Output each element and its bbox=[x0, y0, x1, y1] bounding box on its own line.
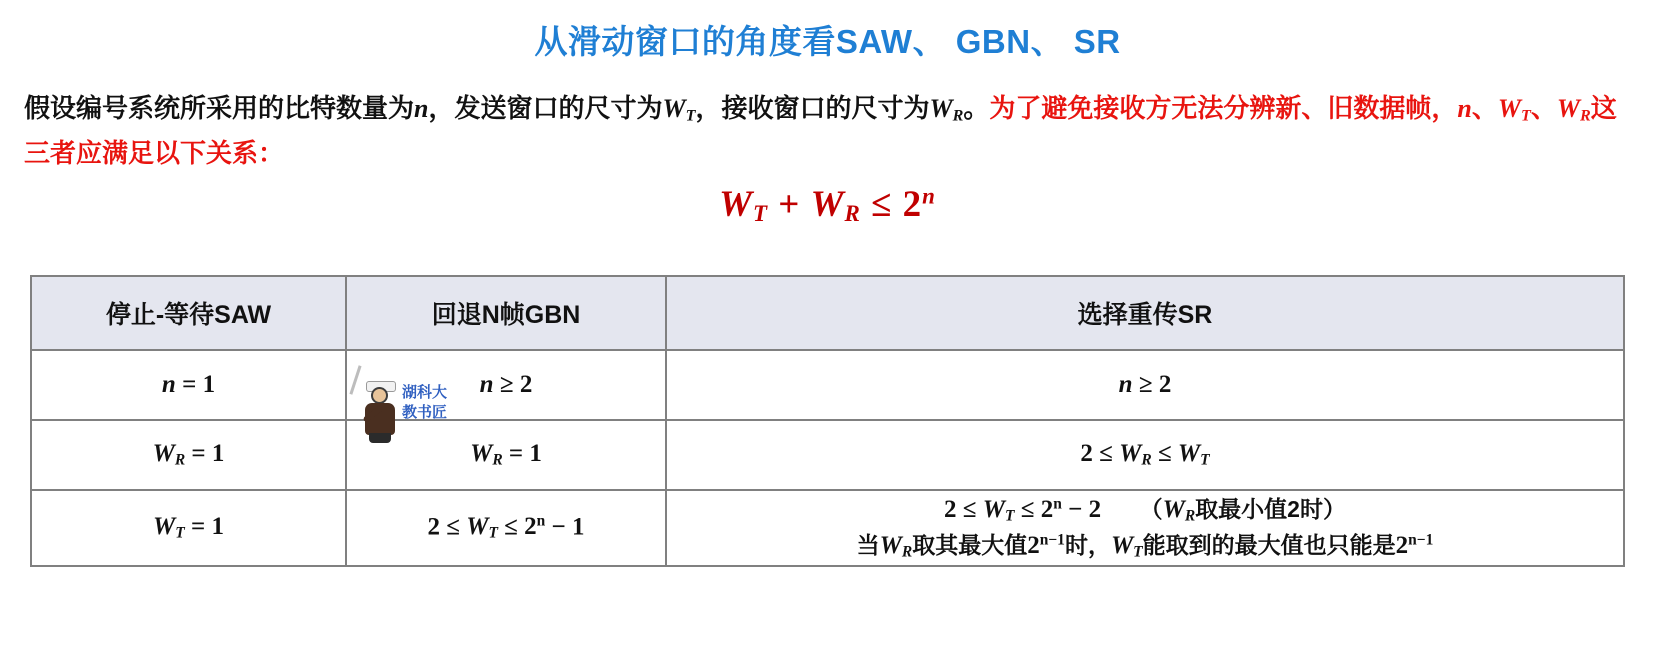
mascot-legs bbox=[369, 433, 391, 443]
expr-2-le-wt-le-2n-1: $2 \le W_T \le 2^n - 1$ bbox=[427, 512, 585, 542]
mascot-head bbox=[371, 387, 388, 404]
watermark-line2: 教书匠 bbox=[402, 403, 448, 421]
math-var-wt: $W_T$ bbox=[662, 93, 696, 125]
cell-saw-n bbox=[31, 350, 346, 420]
table-row bbox=[31, 350, 1624, 420]
watermark-mascot bbox=[352, 373, 462, 445]
mascot-arm bbox=[362, 404, 383, 422]
formula-two: 2$^n$ bbox=[902, 182, 936, 225]
formula-le: ≤ bbox=[871, 183, 893, 225]
paragraph-seg4: 。 bbox=[963, 92, 990, 123]
cell-saw-wt bbox=[31, 490, 346, 567]
sr-line-2: 当$W_R$取其最大值$2^{n-1}$时，$W_T$能取到的最大值也只能是$2^{n-1}$ bbox=[856, 531, 1434, 561]
table-header-row bbox=[31, 276, 1624, 350]
cell-sr-wt-range bbox=[666, 490, 1624, 567]
cell-gbn-wt-range bbox=[346, 490, 666, 567]
paragraph-seg3: ，接收窗口的尺寸为 bbox=[695, 92, 930, 123]
expr-wr-eq-1-saw: $W_R = 1$ bbox=[152, 439, 225, 469]
expr-wt-eq-1-saw: $W_T = 1$ bbox=[153, 513, 224, 542]
comparison-table bbox=[30, 275, 1625, 568]
expr-n-ge-2-gbn: n ≥ 2 bbox=[479, 370, 533, 398]
watermark-text bbox=[402, 383, 447, 424]
math-var-wr: $W_R$ bbox=[929, 93, 964, 125]
formula-wr: $W_R$ bbox=[810, 183, 861, 226]
table-header-saw: 停止-等待SAW bbox=[31, 276, 346, 350]
expr-wr-eq-1-gbn: $W_R = 1$ bbox=[470, 439, 542, 469]
math-var-wt-red: $W_T$ bbox=[1497, 93, 1531, 125]
mascot-body bbox=[365, 403, 395, 435]
table-row bbox=[31, 420, 1624, 490]
cell-saw-wr bbox=[31, 420, 346, 490]
expr-2-le-wr-le-wt: $2 \le W_R \le W_T$ bbox=[1080, 439, 1210, 469]
formula-plus: + bbox=[778, 183, 801, 225]
page-title: 从滑动窗口的角度看SAW、 GBN、 SR bbox=[534, 23, 1121, 60]
comparison-table-wrapper bbox=[30, 275, 1625, 568]
cell-sr-wr-range bbox=[666, 420, 1624, 490]
paragraph-red-sep2: 、 bbox=[1530, 92, 1557, 123]
cell-sr-n bbox=[666, 350, 1624, 420]
paragraph-seg2: ，发送窗口的尺寸为 bbox=[428, 92, 663, 123]
math-var-wr-red: $W_R$ bbox=[1556, 93, 1591, 125]
watermark-line1: 湖科大 bbox=[402, 383, 448, 401]
sr-line-1: $2 \le W_T \le 2^n - 2$ （$W_R$取最小值2时） bbox=[944, 495, 1346, 524]
formula-wt: $W_T$ bbox=[719, 183, 769, 226]
table-header-sr: 选择重传SR bbox=[666, 276, 1624, 350]
paragraph-red1: 为了避免接收方无法分辨新、旧数据帧， bbox=[989, 92, 1458, 123]
math-var-n-red: n bbox=[1457, 93, 1472, 123]
paragraph-seg1: 假设编号系统所采用的比特数量为 bbox=[24, 92, 415, 123]
expr-n-ge-2-sr: n ≥ 2 bbox=[1118, 370, 1172, 398]
table-row bbox=[31, 490, 1624, 567]
key-formula bbox=[0, 183, 1655, 227]
math-var-n: n bbox=[414, 93, 429, 123]
body-paragraph bbox=[24, 86, 1631, 177]
paragraph-red2: 这三者应满足以下关系： bbox=[24, 92, 1617, 169]
expr-n-eq-1: n = 1 bbox=[161, 370, 216, 398]
table-header-gbn: 回退N帧GBN bbox=[346, 276, 666, 350]
paragraph-red-sep1: 、 bbox=[1471, 92, 1498, 123]
mascot-figure bbox=[360, 377, 402, 443]
